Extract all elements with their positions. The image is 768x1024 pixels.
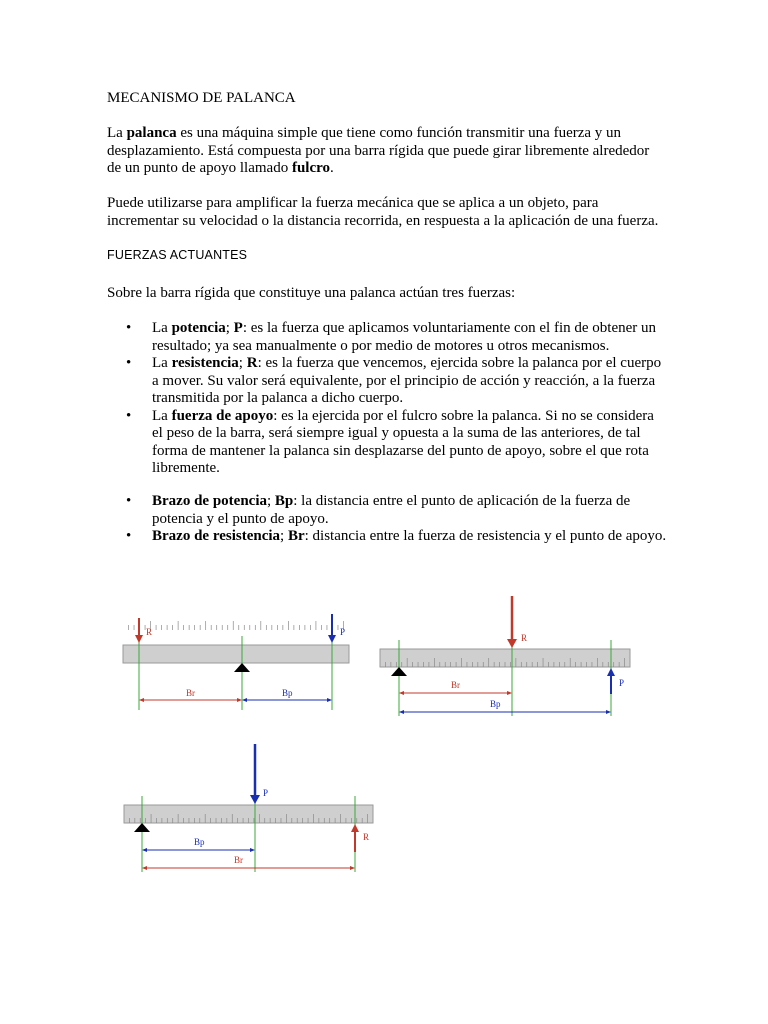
- arrowhead-icon: [237, 698, 242, 702]
- item-symbol: Br: [287, 528, 305, 544]
- item-text: La: [152, 355, 172, 371]
- bullet-icon: •: [126, 355, 132, 371]
- item-description: : es la fuerza que aplicamos voluntariamente con el fin de obtener un resultado; ya sea manualmente o por medio de motores u otros mecanismos.: [152, 320, 657, 354]
- fulcrum-icon: [391, 667, 407, 676]
- item-text: La: [152, 407, 172, 424]
- bp-label: Bp: [194, 837, 205, 847]
- power-arrowhead-icon: [607, 668, 615, 676]
- intro-text-1: La: [107, 125, 127, 141]
- item-term: Brazo de potencia: [152, 493, 267, 509]
- item-separator: ;: [280, 528, 288, 544]
- fulcrum-icon: [134, 823, 150, 832]
- item-description: : es la fuerza que vencemos, ejercida sobre la palanca por el cuerpo a mover. Su valor será equivalente, por el principio de acción y reacción, a la fuerza transmitida por la palanca a dicho cuerpo.: [152, 355, 662, 406]
- br-label: Br: [451, 680, 460, 690]
- item-symbol: R: [246, 355, 258, 371]
- item-term: resistencia: [171, 355, 239, 371]
- list-item: [107, 528, 667, 546]
- power-label: P: [263, 788, 269, 798]
- item-separator: ;: [225, 320, 234, 336]
- list-item: [107, 408, 667, 478]
- third-class-lever-diagram: [118, 740, 380, 880]
- arrowhead-icon: [139, 698, 144, 702]
- item-description: : es la ejercida por el fulcro sobre la palanca. Si no se considera el peso de la barra, será siempre igual y opuesta a la suma de las anteriores, de tal forma de mantener la palanca sin desplazarse del punto de apoyo, sobre el que rota libremente.: [152, 407, 654, 476]
- item-text: La: [152, 320, 172, 336]
- forces-intro-paragraph: Sobre la barra rígida que constituye una palanca actúan tres fuerzas:: [107, 285, 516, 301]
- intro-text-2: es una máquina simple que tiene como función transmitir una fuerza y un desplazamiento. Está compuesta por una barra rígida que puede girar libremente alrededor de un punto de apoyo llamado: [107, 125, 650, 176]
- section-heading: FUERZAS ACTUANTES: [107, 248, 248, 262]
- power-arrowhead-icon: [250, 795, 260, 804]
- fulcrum-icon: [234, 663, 250, 672]
- term-fulcro: fulcro: [291, 160, 331, 176]
- item-separator: ;: [266, 493, 275, 509]
- item-symbol: P: [233, 320, 243, 336]
- br-label: Br: [234, 855, 243, 865]
- resistance-arrowhead-icon: [351, 824, 359, 832]
- bp-label: Bp: [282, 688, 293, 698]
- power-arrowhead-icon: [328, 635, 336, 643]
- first-class-lever-diagram: [118, 608, 354, 718]
- bp-label: Bp: [490, 699, 501, 709]
- item-symbol: Bp: [274, 493, 294, 509]
- arrowhead-icon: [327, 698, 332, 702]
- intro-paragraph: [107, 125, 667, 178]
- arrowhead-icon: [242, 698, 247, 702]
- list-item: [107, 320, 667, 355]
- br-label: Br: [186, 688, 195, 698]
- document-title: MECANISMO DE PALANCA: [107, 90, 296, 106]
- power-label: P: [619, 678, 625, 688]
- arrowhead-icon: [507, 691, 512, 695]
- item-term: fuerza de apoyo: [171, 407, 274, 424]
- arrowhead-icon: [399, 710, 404, 714]
- ruler-ticks: [129, 621, 344, 630]
- resistance-label: R: [363, 832, 370, 842]
- item-description: : distancia entre la fuerza de resistencia y el punto de apoyo.: [304, 528, 667, 544]
- item-separator: ;: [238, 355, 247, 371]
- arrowhead-icon: [399, 691, 404, 695]
- amplification-paragraph: Puede utilizarse para amplificar la fuerza mecánica que se aplica a un objeto, para incrementar su velocidad o la distancia recorrida, en respuesta a la aplicación de una fuerza.: [107, 195, 659, 229]
- resistance-arrowhead-icon: [135, 635, 143, 643]
- bullet-icon: •: [126, 320, 132, 336]
- forces-list: [107, 320, 667, 478]
- lever-bar: [123, 645, 349, 663]
- bullet-icon: •: [126, 407, 132, 424]
- list-item: [107, 493, 667, 528]
- intro-text-3: .: [330, 160, 334, 176]
- item-description: : la distancia entre el punto de aplicación de la fuerza de potencia y el punto de apoyo.: [152, 493, 631, 527]
- bullet-icon: •: [126, 493, 132, 509]
- arrowhead-icon: [606, 710, 611, 714]
- item-term: Brazo de resistencia: [152, 528, 281, 544]
- bullet-icon: •: [126, 528, 132, 544]
- arrowhead-icon: [350, 866, 355, 870]
- arrowhead-icon: [142, 848, 147, 852]
- list-item: [107, 355, 667, 408]
- arrowhead-icon: [250, 848, 255, 852]
- term-palanca: palanca: [126, 125, 177, 141]
- resistance-arrowhead-icon: [507, 639, 517, 648]
- arrowhead-icon: [142, 866, 147, 870]
- resistance-label: R: [521, 633, 528, 643]
- resistance-label: R: [146, 627, 153, 637]
- arms-list: [107, 493, 667, 546]
- second-class-lever-diagram: [376, 592, 636, 722]
- power-label: P: [340, 627, 346, 637]
- item-term: potencia: [171, 320, 226, 336]
